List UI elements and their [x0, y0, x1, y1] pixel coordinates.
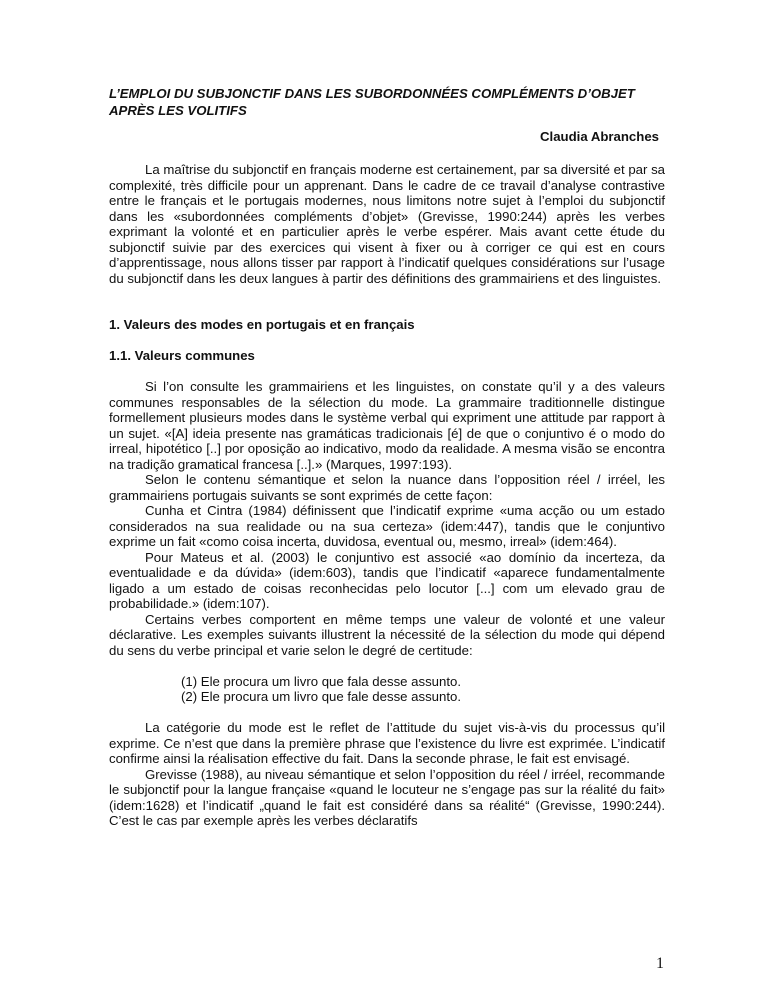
page-number: 1	[656, 955, 664, 972]
subsection-heading: 1.1. Valeurs communes	[109, 348, 255, 363]
example-sentence: (1) Ele procura um livro que fala desse assunto.	[181, 673, 462, 689]
paragraph: Certains verbes comportent en même temps une valeur de volonté et une valeur déclarative. Les exemples suivants illustrent la nécessité de la sélection du mode qui dépend du sens du verbe principal et varie selon le degré de certitude:	[109, 611, 665, 658]
section-heading: 1. Valeurs des modes en portugais et en français	[109, 317, 415, 332]
example-sentence: (2) Ele procura um livro que fale desse assunto.	[181, 689, 462, 704]
paragraph: La catégorie du mode est le reflet de l’attitude du sujet vis-à-vis du processus qu’il exprime. Ce n’est que dans la première phrase que l’existence du livre est exprimée. L’indicatif confirme ainsi la réalisation effective du fait. Dans la seconde phrase, le fait est envisagé.	[109, 720, 665, 766]
author-name: Claudia Abranches	[540, 129, 659, 144]
document-title: L’EMPLOI DU SUBJONCTIF DANS LES SUBORDONNÉES COMPLÉMENTS D’OBJET APRÈS LES VOLITIFS	[109, 86, 635, 118]
intro-paragraph: La maîtrise du subjonctif en français moderne est certainement, par sa diversité et par sa complexité, très difficile pour un apprenant. Dans le cadre de ce travail d’analyse contrastive entre le français et le portugais modernes, nous limitons notre sujet à l’emploi du subjonctif dans les «subordonnées compléments d’objet» (Grevisse, 1990:244) après les verbes exprimant la volonté et en particulier après le verbe espérer. Mais avant cette étude du subjonctif suivie par des exercices qui visent à fixer ou à corriger ce qui est en cours d’apprentissage, nous allons tisser par rapport à l’indicatif quelques considérations sur l’usage du subjonctif dans les deux langues à partir des définitions des grammairiens et des linguistes.	[109, 162, 665, 286]
document-body	[109, 162, 665, 829]
paragraph: Selon le contenu sémantique et selon la nuance dans l’opposition réel / irréel, les grammairiens portugais suivants se sont exprimés de cette façon:	[109, 472, 665, 503]
paragraph: Cunha et Cintra (1984) définissent que l’indicatif exprime «uma acção ou um estado considerados na sua realidade ou na sua certeza» (idem:447), tandis que le conjuntivo exprime un fait «como coisa incerta, duvidosa, eventual ou, mesmo, irreal» (idem:464).	[109, 503, 665, 549]
paragraph: Si l’on consulte les grammairiens et les linguistes, on constate qu’il y a des valeurs communes responsables de la sélection du mode. La grammaire traditionnelle distingue formellement plusieurs modes dans le système verbal qui expriment une attitude par rapport à un sujet. «[A] ideia presente nas gramáticas tradicionais [é] de que o conjuntivo é o modo do irreal, hipotético [..] por oposição ao indicativo, modo da realidade. A mesma visão se encontra na tradição gramatical francesa [..].» (Marques, 1997:193).	[109, 379, 665, 472]
paragraph: Pour Mateus et al. (2003) le conjuntivo est associé «ao domínio da incerteza, da eventualidade e da dúvida» (idem:603), tandis que l’indicatif «aparece fundamentalmente ligado a um estado de coisas reconhecidas pelo locutor [...] com um elevado grau de probabilidade.» (idem:107).	[109, 549, 665, 611]
paragraph: Grevisse (1988), au niveau sémantique et selon l’opposition du réel / irréel, recommande le subjonctif pour la langue française «quand le locuteur ne s’engage pas sur la réalité du fait» (idem:1628) et l’indicatif „quand le fait est considéré dans sa réalité“ (Grevisse, 1990:244). C’est le cas par exemple après les verbes déclaratifs	[109, 766, 665, 828]
